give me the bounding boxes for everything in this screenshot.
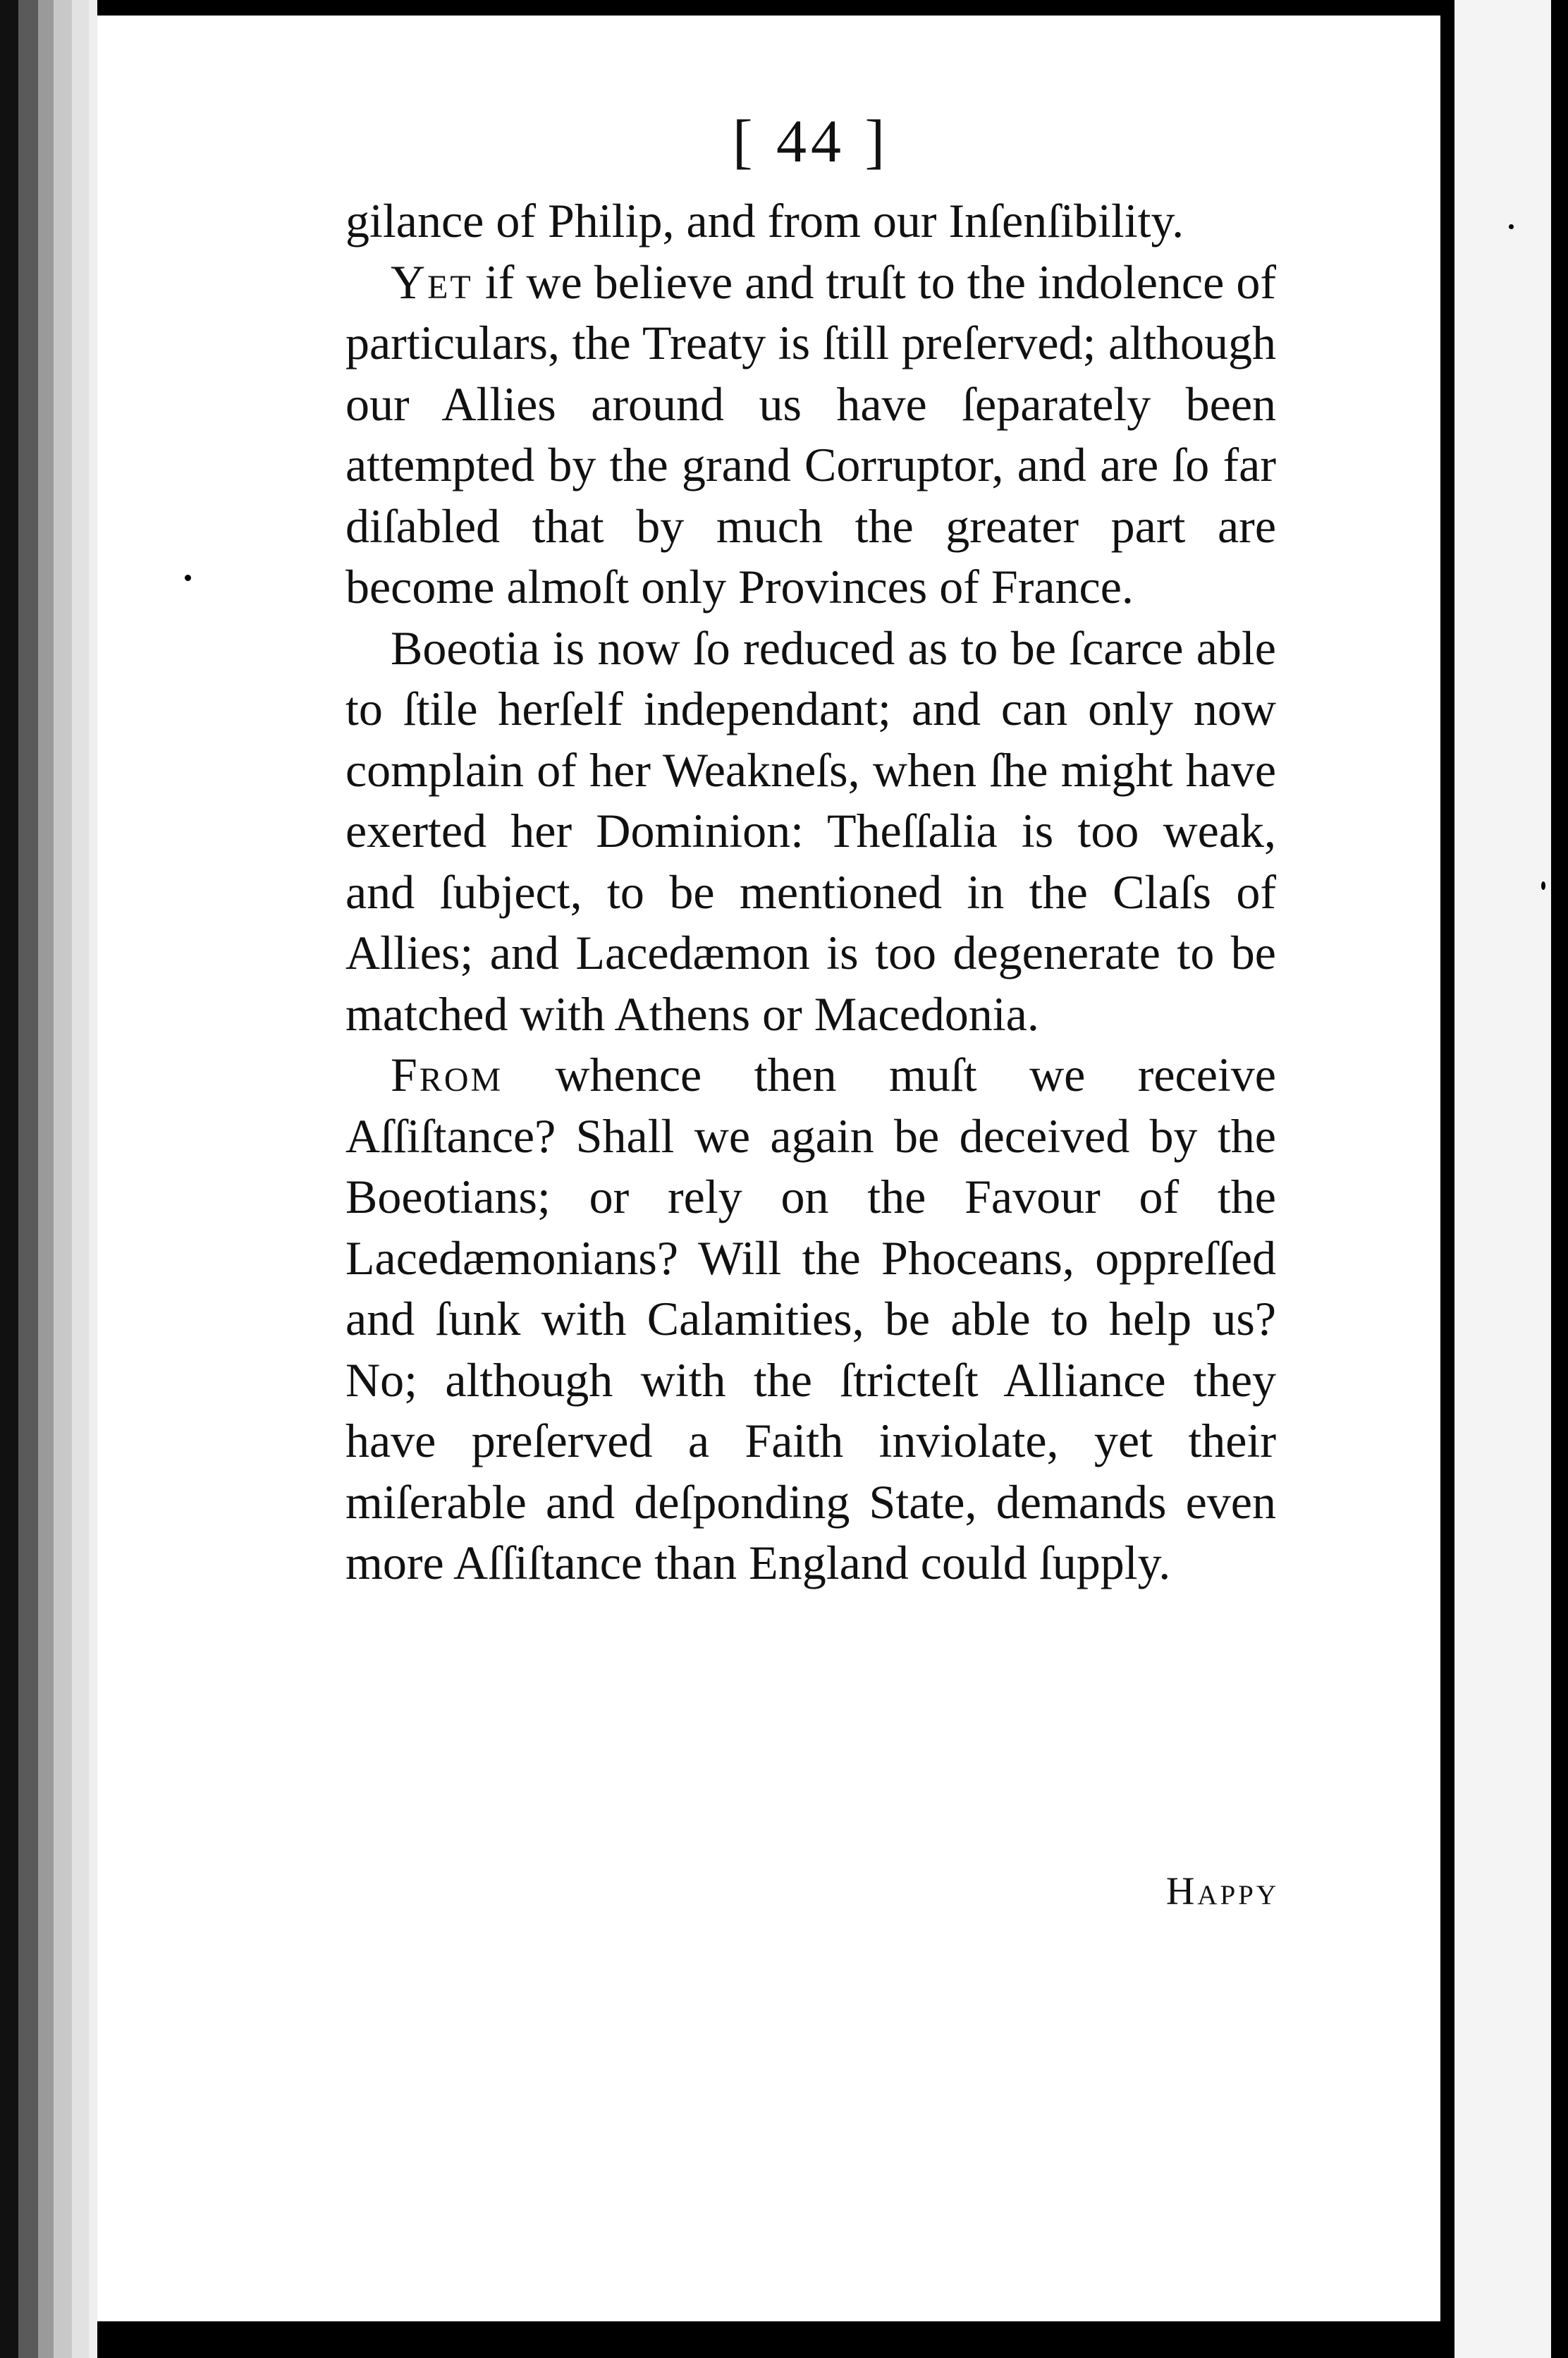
book-edge [18,0,38,2358]
paragraph-4 [345,1044,1276,1594]
page-number: [ 44 ] [732,107,890,175]
paragraph-text: whence then muſt we receive Aſſiſtance? Shall we again be deceived by the Boeotians; or rely on the Favour of the Lacedæmonians? Will the Phoceans, oppreſſed and ſunk with Calamities, be able to help us? No; although with the ſtricteſt Alliance they have preſerved a Faith inviolate, yet their miſerable and deſponding State, demands even more Aſſiſtance than England could ſupply. [345,1048,1276,1589]
book-edge [54,0,72,2358]
paragraph-2 [345,252,1276,618]
paragraph-text: if we believe and truſt to the indolence of particulars, the Treaty is ſtill preſerved; although our Allies around us have ſeparately been attempted by the grand Corruptor, and are ſo far diſabled that by much the greater part are become almoſt only Provinces of France. [345,255,1276,613]
paragraph-1 [345,190,1276,252]
paragraph-lead: From [391,1048,503,1101]
book-edge-dark [0,0,18,2358]
ink-speck [185,575,191,581]
ink-speck [1509,224,1514,229]
body-text [345,190,1276,1594]
paragraph-lead: Yet [391,255,473,309]
catchword: Happy [1165,1869,1279,1913]
paragraph-text: Boeotia is now ſo reduced as to be ſcarce able to ſtile herſelf independant; and can only now complain of her Weakneſs, when ſhe might have exerted her Dominion: Theſſalia is too weak, and ſubject, to be mentioned in the Claſs of Allies; and Lacedæmon is too degenerate to be matched with Athens or Macedonia. [345,621,1276,1041]
book-edge [72,0,89,2358]
book-edge [89,0,97,2358]
book-edge [38,0,54,2358]
paragraph-3 [345,618,1276,1045]
ink-speck [1541,881,1545,890]
page-gutter [1440,0,1454,2358]
paragraph-text: gilance of Philip, and from our Inſenſibility. [345,194,1184,248]
facing-page-edge [1551,0,1568,2358]
